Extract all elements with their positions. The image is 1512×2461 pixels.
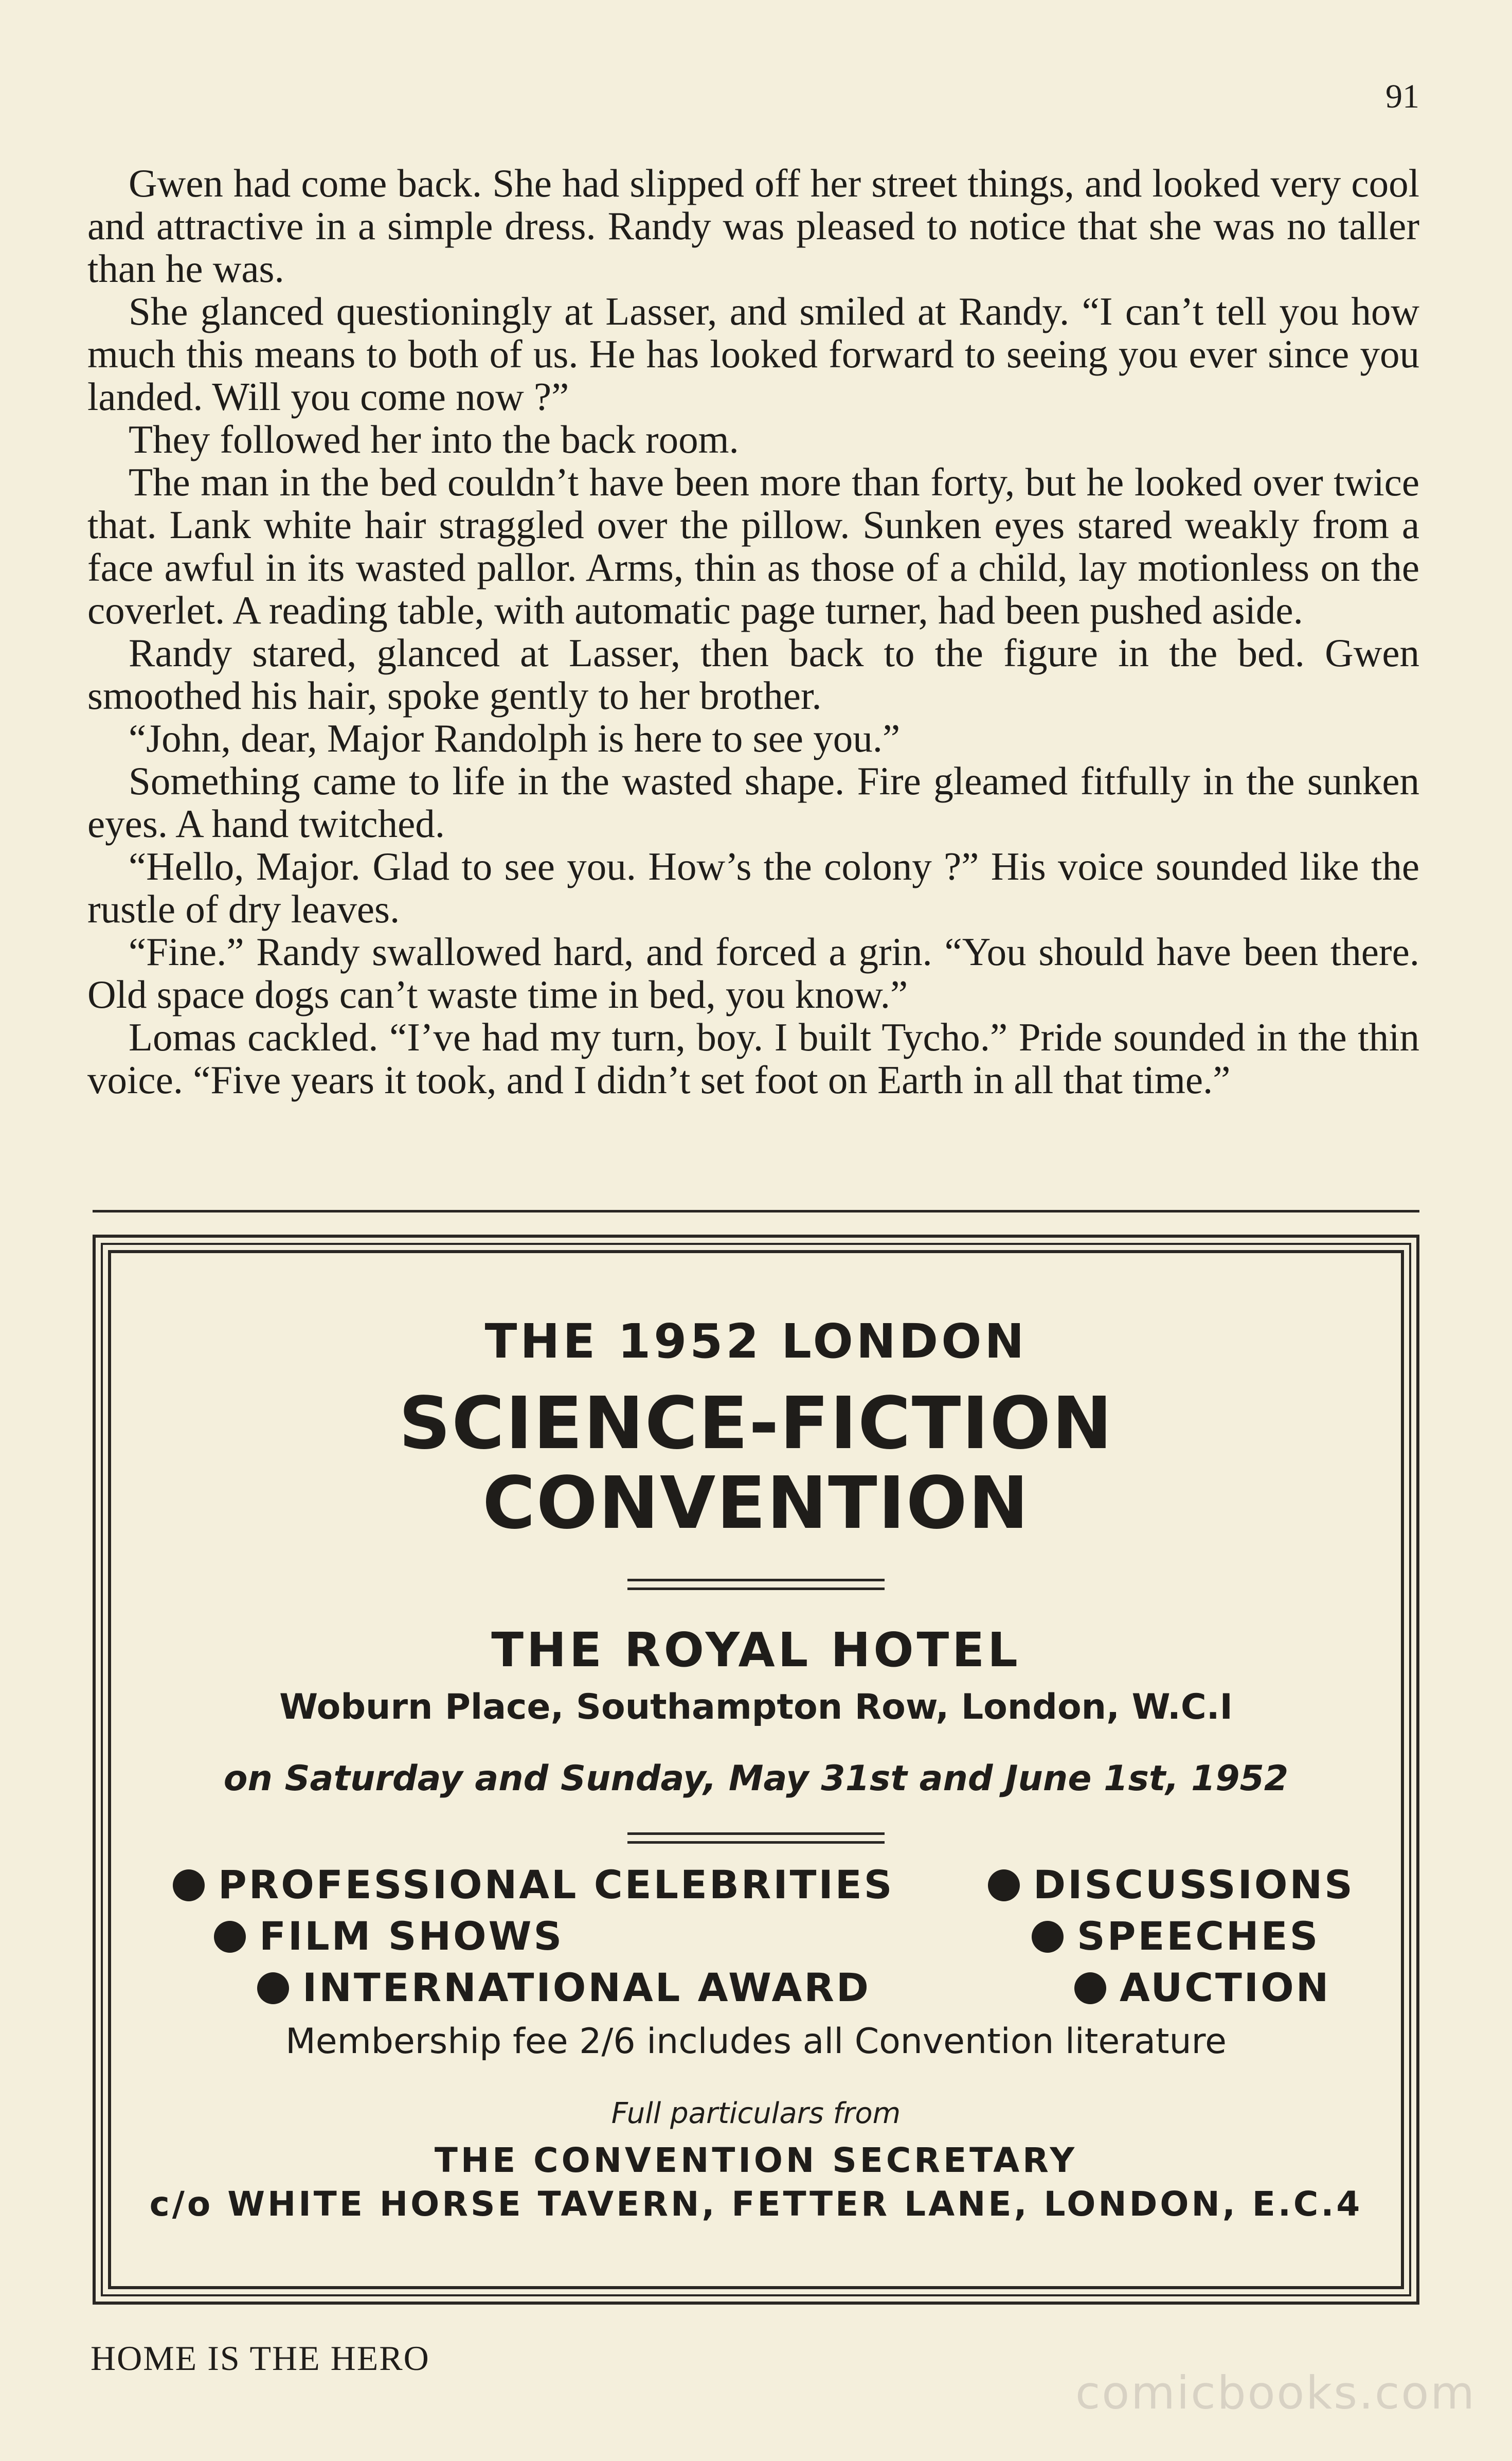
ad-membership: Membership fee 2/6 includes all Convention literature (285, 2021, 1227, 2062)
bullet-icon (988, 1869, 1020, 1901)
story-paragraph: She glanced questioningly at Lasser, and smiled at Randy. “I can’t tell you how much this means to both of us. He has looked forward to seeing you ever since you landed. Will you come now ?” (87, 289, 1419, 419)
ad-secretary: THE CONVENTION SECRETARY (434, 2141, 1078, 2180)
ad-double-rule (627, 1832, 885, 1844)
ad-feature-label: FILM SHOWS (259, 1913, 564, 1959)
bullet-icon (173, 1869, 205, 1901)
story-paragraph: “John, dear, Major Randolph is here to see you.” (129, 716, 901, 760)
page-number: 91 (1385, 78, 1419, 115)
ad-feature-label: INTERNATIONAL AWARD (302, 1965, 871, 2010)
ad-border-middle (101, 1243, 1411, 2296)
bullet-icon (1032, 1921, 1064, 1953)
ad-feature-label: PROFESSIONAL CELEBRITIES (218, 1862, 894, 1907)
ad-address: Woburn Place, Southampton Row, London, W.C.I (279, 1687, 1233, 1727)
watermark: comicbooks.com (1075, 2366, 1476, 2419)
ad-feature-label: AUCTION (1120, 1965, 1331, 2010)
convention-advertisement (93, 1235, 1419, 2305)
running-footer-title: HOME IS THE HERO (91, 2339, 430, 2378)
ad-feature-item (257, 1965, 871, 2010)
story-paragraph: Something came to life in the wasted shape. Fire gleamed fitfully in the sunken eyes. A hand twitched. (87, 759, 1419, 846)
ad-feature-item (173, 1862, 894, 1907)
ad-feature-item (1032, 1913, 1320, 1959)
ad-feature-item (214, 1913, 564, 1959)
ad-feature-label: SPEECHES (1077, 1913, 1320, 1959)
bullet-icon (214, 1921, 246, 1953)
ad-particulars: Full particulars from (611, 2097, 901, 2130)
story-text (87, 162, 1419, 1101)
ad-heading-line1: THE 1952 LONDON (484, 1314, 1028, 1369)
ad-border-inner (108, 1250, 1404, 2289)
section-divider (93, 1210, 1419, 1212)
ad-heading-line3: CONVENTION (482, 1461, 1030, 1545)
bullet-icon (257, 1972, 289, 2004)
ad-contact-address: c/o WHITE HORSE TAVERN, FETTER LANE, LONDON, E.C.4 (149, 2184, 1363, 2224)
ad-heading-line2: SCIENCE-FICTION (399, 1382, 1113, 1466)
ad-feature-label: DISCUSSIONS (1033, 1862, 1355, 1907)
ad-double-rule (627, 1579, 885, 1590)
ad-feature-item (1074, 1965, 1330, 2010)
story-paragraph: They followed her into the back room. (129, 417, 739, 461)
story-paragraph: The man in the bed couldn’t have been more than forty, but he looked over twice that. Lank white hair straggled over the pillow. Sunken eyes stared weakly from a face awful in its wasted pallor. Arms, thin as those of a child, lay motionless on the coverlet. A reading table, with automatic page turner, had been pushed aside. (87, 460, 1419, 632)
bullet-icon (1074, 1972, 1106, 2004)
story-paragraph: Gwen had come back. She had slipped off her street things, and looked very cool and attractive in a simple dress. Randy was pleased to notice that she was no taller than he was. (87, 161, 1419, 291)
story-paragraph: “Fine.” Randy swallowed hard, and forced a grin. “You should have been there. Old space dogs can’t waste time in bed, you know.” (87, 930, 1419, 1016)
story-paragraph: Lomas cackled. “I’ve had my turn, boy. I built Tycho.” Pride sounded in the thin voice. “Five years it took, and I didn’t set foot on Earth in all that time.” (87, 1015, 1419, 1102)
ad-venue: THE ROYAL HOTEL (491, 1622, 1021, 1678)
ad-dates: on Saturday and Sunday, May 31st and June 1st, 1952 (223, 1758, 1289, 1799)
story-paragraph: Randy stared, glanced at Lasser, then back to the figure in the bed. Gwen smoothed his hair, spoke gently to her brother. (87, 631, 1419, 718)
story-paragraph: “Hello, Major. Glad to see you. How’s the colony ?” His voice sounded like the rustle of dry leaves. (87, 844, 1419, 931)
ad-feature-item (988, 1862, 1355, 1907)
